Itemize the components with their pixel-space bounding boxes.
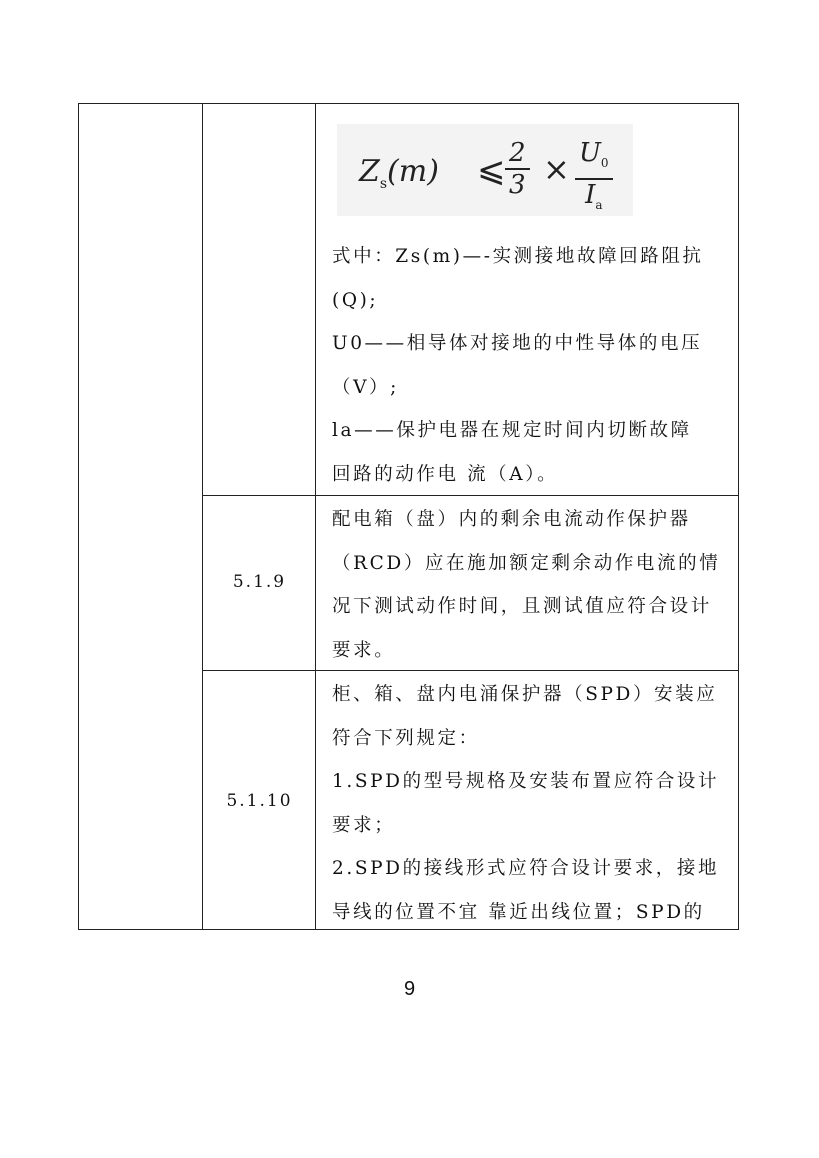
text-line: 要求； xyxy=(332,814,396,836)
formula-lhs: $Z_s(m)$ xyxy=(359,154,439,192)
text-line: (Q); xyxy=(332,289,379,311)
formula-fraction-voltage-current: $\frac{U_0}{I_a}$ xyxy=(575,138,613,220)
text-line: 式中：Zs(m)—-实测接地故障回路阻抗 xyxy=(332,246,704,267)
text-line: 1.SPD的型号规格及安装布置应符合设计 xyxy=(332,771,720,792)
row-1-content xyxy=(332,235,727,496)
page-number: 9 xyxy=(403,978,416,1000)
text-line: （V）; xyxy=(332,376,399,398)
text-line: （RCD）应在施加额定剩余动作电流的情 xyxy=(332,552,721,574)
text-line: 2.SPD的接线形式应符合设计要求，接地 xyxy=(332,858,720,879)
text-line: 要求。 xyxy=(332,639,396,661)
formula-image xyxy=(337,124,633,216)
row-3-content xyxy=(332,673,727,934)
formula-fraction-ratio: $\frac{2}{3}$ xyxy=(505,138,530,200)
text-line: 回路的动作电 流（A）。 xyxy=(332,463,559,485)
text-line: la——保护电器在规定时间内切断故障 xyxy=(332,420,692,441)
clause-number: 5.1.10 xyxy=(226,791,293,811)
text-line: 况下测试动作时间，且测试值应符合设计 xyxy=(332,596,712,617)
spec-table xyxy=(78,103,739,930)
text-line: 符合下列规定： xyxy=(332,727,480,749)
clause-number: 5.1.9 xyxy=(232,572,287,592)
formula-times: × xyxy=(543,150,570,188)
text-line: 柜、箱、盘内电涌保护器（SPD）安装应 xyxy=(332,684,718,705)
text-line: 导线的位置不宜 靠近出线位置；SPD的 xyxy=(332,901,705,923)
text-line: U0——相导体对接地的中性导体的电压 xyxy=(332,333,703,354)
formula-relation: ⩽ xyxy=(477,150,506,190)
text-line: 配电箱（盘）内的剩余电流动作保护器 xyxy=(332,509,691,530)
row-2-content xyxy=(332,498,727,672)
